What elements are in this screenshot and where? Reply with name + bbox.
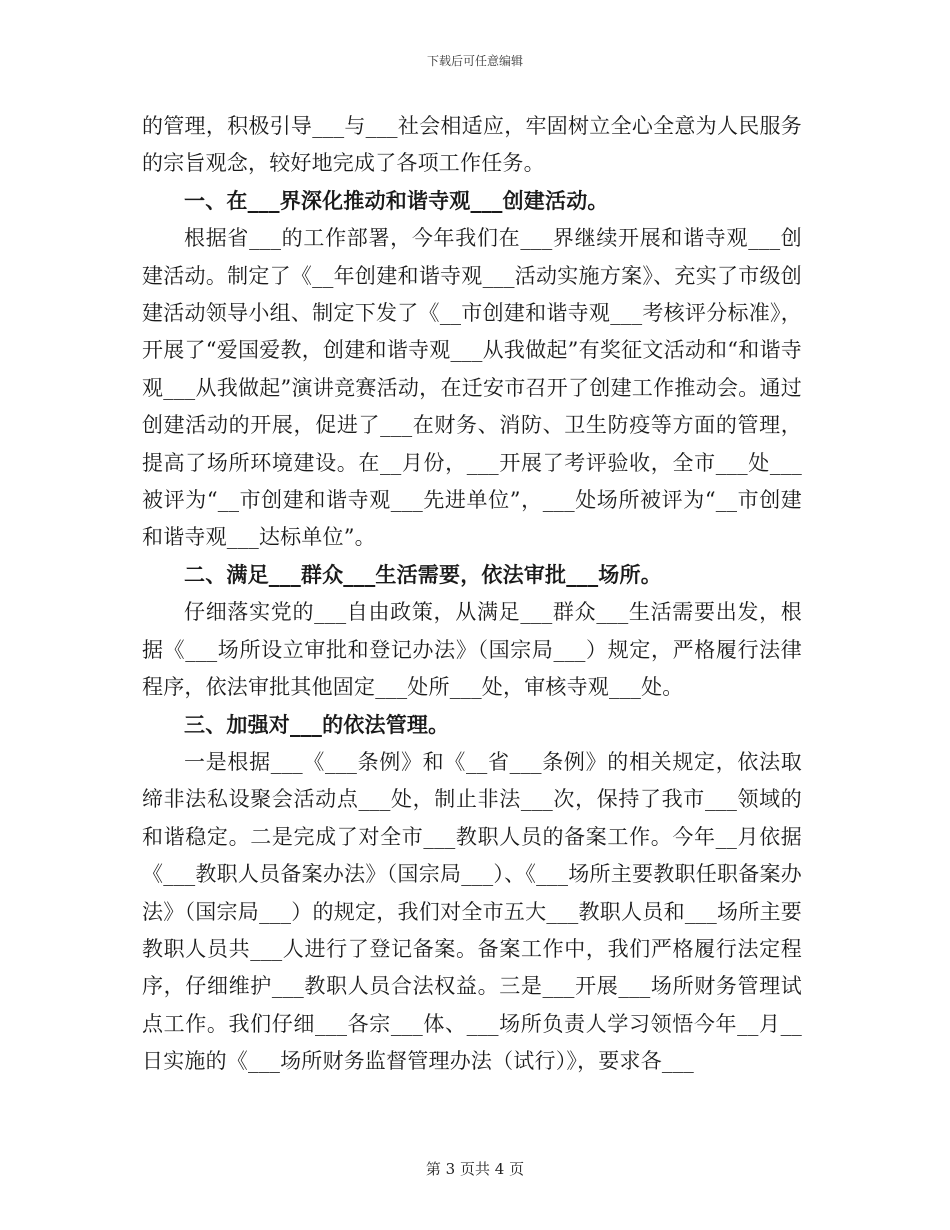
section-heading-3: 三、加强对___的依法管理。 <box>184 712 450 737</box>
page-header: 下载后可任意编辑 <box>426 54 523 68</box>
section-heading-1: 一、在___界深化推动和谐寺观___创建活动。 <box>184 188 609 213</box>
paragraph-section-3: 一是根据___《___条例》和《__省___条例》的相关规定，依法取缔非法私设聚会活动点___处，制止非法___次，保持了我市___领域的和谐稳定。二是完成了对全市___教职人员的备案工作。今年__月依据《___教职人员备案办法》（国宗局___）、《___场所主要教职任职备案办法》（国宗局___）的规定，我们对全市五大___教职人员和___场所主要教职人员共___人进行了登记备案。备案工作中，我们严格履行法定程序，仔细维护___教职人员合法权益。三是___开展___场所财务管理试点工作。我们仔细___各宗___体、___场所负责人学习领悟今年__月__日实施的《___场所财务监督管理办法（试行）》，要求各___ <box>142 749 802 1074</box>
paragraph-section-1: 根据省___的工作部署，今年我们在___界继续开展和谐寺观___创建活动。制定了《__年创建和谐寺观___活动实施方案》、充实了市级创建活动领导小组、制定下发了《__市创建和谐寺观___考核评分标准》，开展了“爱国爱教，创建和谐寺观___从我做起”有奖征文活动和“和谐寺观___从我做起”演讲竞赛活动，在迁安市召开了创建工作推动会。通过创建活动的开展，促进了___在财务、消防、卫生防疫等方面的管理，提高了场所环境建设。在__月份，___开展了考评验收，全市___处___被评为“__市创建和谐寺观___先进单位”，___处场所被评为“__市创建和谐寺观___达标单位”。 <box>142 226 802 550</box>
paragraph-section-2: 仔细落实党的___自由政策，从满足___群众___生活需要出发，根据《___场所设立审批和登记办法》（国宗局___）规定，严格履行法律程序，依法审批其他固定___处所___处，审核寺观___处。 <box>142 600 802 700</box>
page-footer: 第 3 页共 4 页 <box>425 1160 525 1178</box>
section-heading-2: 二、满足___群众___生活需要，依法审批___场所。 <box>184 562 662 587</box>
paragraph-intro: 的管理，积极引导___与___社会相适应，牢固树立全心全意为人民服务的宗旨观念，较好地完成了各项工作任务。 <box>142 114 802 176</box>
document-body <box>142 108 802 1081</box>
